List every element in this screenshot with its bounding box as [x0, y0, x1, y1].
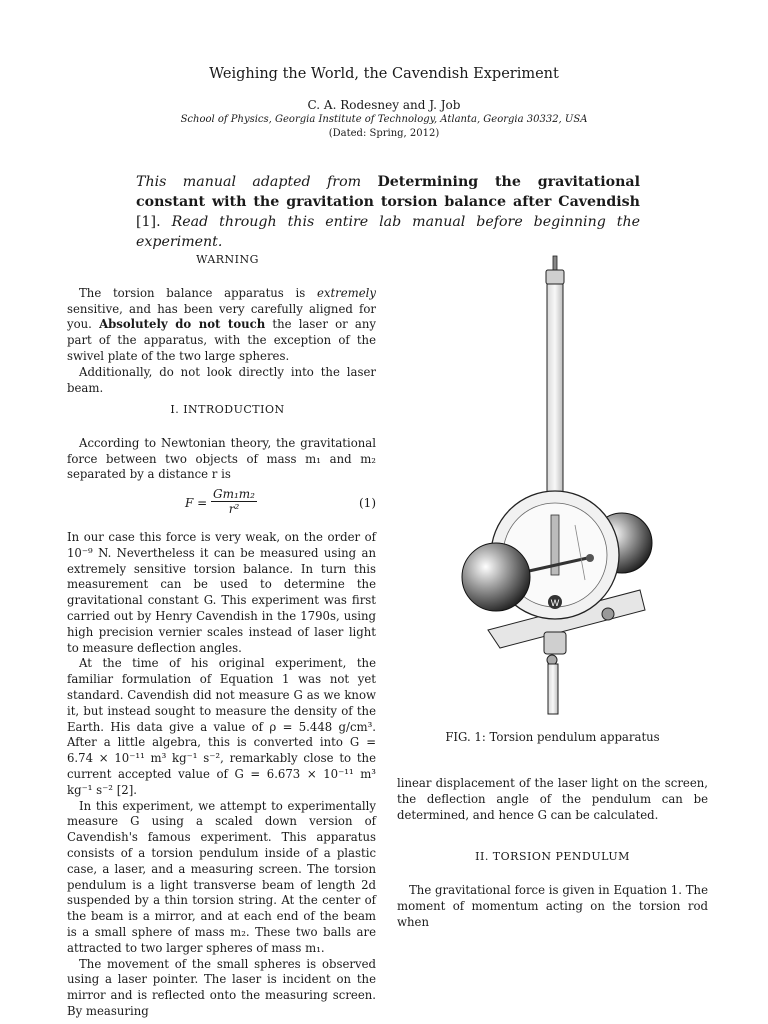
equation-numerator: Gm₁m₂: [213, 487, 255, 501]
large-sphere-left: [462, 543, 530, 611]
intro-paragraph-2: In our case this force is very weak, on the order of 10⁻⁹ N. Nevertheless it can be measured using an extremely sensitive torsion balance. In turn this measurement can be used to determine the gravitational constant G. This experiment was first carried out by Henry Cavendish in the 1790s, using high precision vernier scales instead of laser light to measure deflection angles.: [67, 530, 376, 655]
dated-line: (Dated: Spring, 2012): [328, 128, 440, 139]
figure-caption: FIG. 1: Torsion pendulum apparatus: [445, 730, 660, 744]
intro-paragraph-5: The movement of the small spheres is observed using a laser pointer. The laser is incident on the mirror and is reflected onto the measuring screen. By measuring: [67, 956, 376, 1018]
equation-1: [67, 487, 376, 523]
paper-title: Weighing the World, the Cavendish Experiment: [209, 66, 559, 82]
abstract: [136, 172, 640, 252]
abstract-intro: This manual adapted from: [136, 174, 378, 190]
small-sphere-right: [586, 554, 594, 562]
base-rod: [548, 664, 558, 714]
intro-paragraph-1: According to Newtonian theory, the gravitational force between two objects of mass m₁ and m₂ separated by a distance r is: [67, 435, 376, 482]
torsion-heading: II. TORSION PENDULUM: [475, 850, 630, 864]
torsion-paragraph-1: The gravitational force is given in Equation 1. The moment of momentum acting on the torsion rod when: [397, 883, 708, 929]
right-column: [397, 776, 708, 931]
intro-paragraph-5-continued: linear displacement of the laser light on the screen, the deflection angle of the pendulum can be determined, and hence G can be calculated.: [397, 776, 708, 822]
top-knob: [546, 270, 564, 284]
equation-number: (1): [359, 496, 376, 510]
bottom-knob: [544, 632, 566, 654]
intro-heading: I. INTRODUCTION: [170, 403, 285, 416]
warning-paragraph: The torsion balance apparatus is extremely sensitive, and has been very carefully aligned for you. Absolutely do not touch the laser or any part of the apparatus, with the exception of the swivel plate of the two large spheres.: [67, 285, 376, 363]
equation-denominator: r²: [228, 502, 240, 516]
warning-section: [67, 252, 376, 396]
intro-section: [67, 402, 376, 483]
intro-paragraph-3: At the time of his original experiment, the familiar formulation of Equation 1 was not yet standard. Cavendish did not measure G as we know it, but instead sought to measure the density of the Earth. His data give a value of ρ = 5.448 g/cm³. After a little algebra, this is converted into G = 6.74 × 10⁻¹¹ m³ kg⁻¹ s⁻², remarkably close to the current accepted value of G = 6.673 × 10⁻¹¹ m³ kg⁻¹ s⁻² [2].: [67, 656, 376, 797]
abstract-ref: [1].: [136, 214, 172, 230]
torsion-pendulum-figure: [440, 250, 690, 720]
intro-paragraph-4: In this experiment, we attempt to experimentally measure G using a scaled down version of Cavendish's famous experiment. This apparatus consists of a torsion pendulum inside of a plastic case, a laser, and a measuring screen. The torsion pendulum is a light transverse beam of length 2d suspended by a thin torsion string. At the center of the beam is a mirror, and at each end of the beam is a small sphere of mass m₂. These two balls are attracted to two larger spheres of mass m₁.: [67, 798, 376, 955]
equation-lhs: F =: [185, 496, 208, 510]
abstract-instruction: Read through this entire lab manual before beginning the experiment.: [136, 214, 640, 250]
equation-fraction: [211, 487, 257, 516]
warning-heading: WARNING: [196, 253, 259, 266]
authors: C. A. Rodesney and J. Job: [307, 98, 461, 112]
support-tube: [547, 284, 563, 499]
warning-paragraph-2: Additionally, do not look directly into the laser beam.: [67, 364, 376, 395]
abstract-source: Determining the gravitational constant with the gravitation torsion balance after Cavendish: [136, 174, 640, 210]
logo-text: W: [550, 598, 560, 608]
adjust-screw-right: [602, 608, 614, 620]
intro-body: [67, 530, 376, 1020]
affiliation: School of Physics, Georgia Institute of Technology, Atlanta, Georgia 30332, USA: [180, 114, 588, 125]
